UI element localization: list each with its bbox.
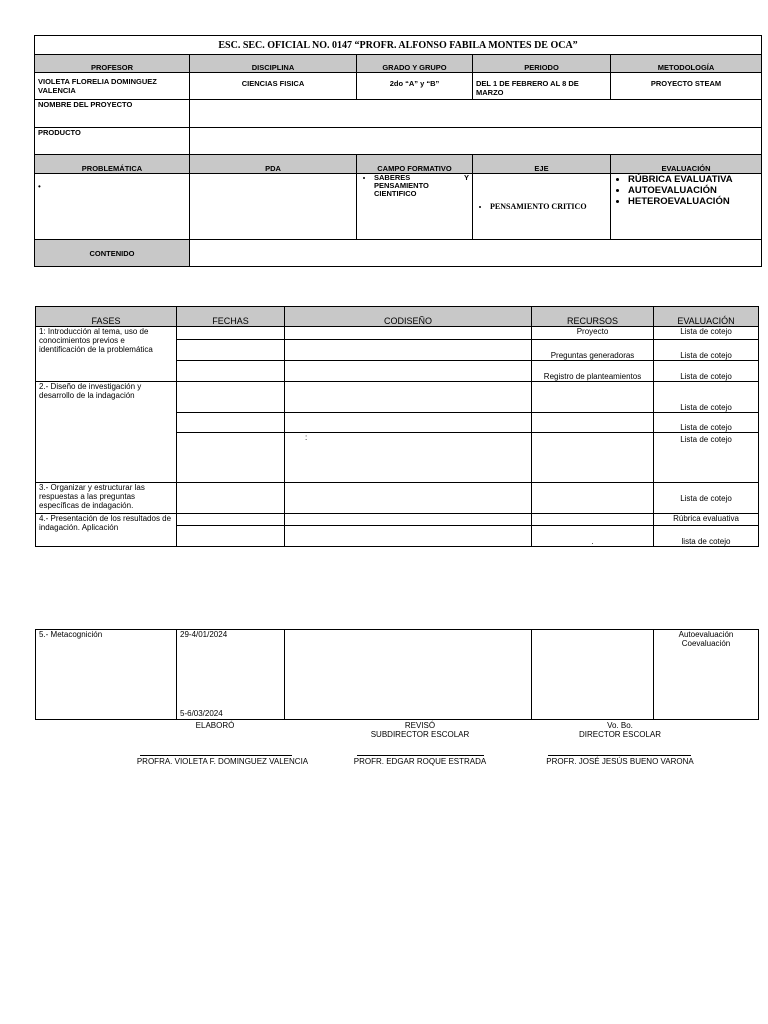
fecha-cell[interactable] <box>177 361 285 382</box>
profesor-value: VIOLETA FLORELIA DOMINGUEZ VALENCIA <box>35 73 190 100</box>
pda-header: PDA <box>190 155 357 174</box>
eje-header: EJE <box>473 155 611 174</box>
evaluacion-item: • HETEROEVALUACIÓN <box>628 196 758 207</box>
evaluacion-cell: Rúbrica evaluativa <box>654 514 759 526</box>
reviso-label <box>350 721 490 739</box>
phase-2: 2.- Diseño de investigación y desarrollo de la indagación <box>36 382 177 483</box>
fecha-cell[interactable] <box>177 327 285 340</box>
fecha-inicio: 29-4/01/2024 <box>180 630 228 639</box>
metacognition-table <box>35 629 759 720</box>
periodo-value: DEL 1 DE FEBRERO AL 8 DE MARZO <box>473 73 611 100</box>
recurso-cell[interactable] <box>532 630 654 720</box>
codiseno-cell[interactable] <box>285 327 532 340</box>
campo-header: CAMPO FORMATIVO <box>357 155 473 174</box>
campo-item: • SABERES Y PENSAMIENTO CIENTIFICO <box>374 174 469 198</box>
nombre-proyecto-label: NOMBRE DEL PROYECTO <box>35 100 190 128</box>
contenido-label: CONTENIDO <box>35 240 190 267</box>
problematica-value[interactable]: • <box>35 174 190 240</box>
header-table <box>34 35 762 267</box>
recurso-cell[interactable] <box>532 382 654 413</box>
campo-value <box>357 174 473 240</box>
evaluacion-item: • RÚBRICA EVALUATIVA <box>628 174 758 185</box>
elaboro-label: ELABORÓ <box>195 721 235 730</box>
evaluacion-value <box>611 174 762 240</box>
codiseno-cell[interactable] <box>285 382 532 413</box>
eje-value <box>473 174 611 240</box>
grado-header: GRADO Y GRUPO <box>357 55 473 73</box>
pda-value[interactable] <box>190 174 357 240</box>
evaluacion-cell: Lista de cotejo <box>654 340 759 361</box>
fechas-header: FECHAS <box>177 307 285 327</box>
reviso-signature-line <box>357 755 484 756</box>
metacognicion-evaluacion <box>654 630 759 720</box>
evaluacion-header: EVALUACIÓN <box>611 155 762 174</box>
autoevaluacion-text: Autoevaluación <box>678 630 734 639</box>
nombre-proyecto-value[interactable] <box>190 100 762 128</box>
fecha-cell[interactable] <box>177 340 285 361</box>
codiseno-cell[interactable] <box>285 483 532 514</box>
fecha-cell[interactable] <box>177 382 285 413</box>
phase-3: 3.- Organizar y estructurar las respuestas a las preguntas específicas de indagación. <box>36 483 177 514</box>
recurso-cell[interactable] <box>532 483 654 514</box>
codiseno-cell[interactable] <box>285 413 532 433</box>
vobo-text: Vo. Bo. <box>607 721 633 730</box>
evaluacion-item: • AUTOEVALUACIÓN <box>628 185 758 196</box>
codiseno-cell[interactable] <box>285 340 532 361</box>
evaluacion-cell: Lista de cotejo <box>654 483 759 514</box>
fases-header: FASES <box>36 307 177 327</box>
reviso-text: REVISÓ <box>404 721 436 730</box>
recurso-cell[interactable] <box>532 413 654 433</box>
metodologia-header: METODOLOGÍA <box>611 55 762 73</box>
grado-value: 2do “A” y “B” <box>357 73 473 100</box>
producto-value[interactable] <box>190 128 762 155</box>
evaluacion-cell: Lista de cotejo <box>654 413 759 433</box>
recurso-cell[interactable] <box>532 514 654 526</box>
eje-item: • PENSAMIENTO CRITICO <box>490 202 607 211</box>
disciplina-header: DISCIPLINA <box>190 55 357 73</box>
recurso-cell[interactable] <box>532 433 654 483</box>
fecha-cell[interactable] <box>177 413 285 433</box>
evaluacion-cell: lista de cotejo <box>654 526 759 547</box>
evaluacion-cell: Lista de cotejo <box>654 433 759 483</box>
phase-1: 1: Introducción al tema, uso de conocimientos previos e identificación de la problemática <box>36 327 177 382</box>
recurso-cell: Proyecto <box>532 327 654 340</box>
profesor-header: PROFESOR <box>35 55 190 73</box>
phase-4: 4.- Presentación de los resultados de indagación. Aplicación <box>36 514 177 547</box>
school-title: ESC. SEC. OFICIAL NO. 0147 “PROFR. ALFONSO FABILA MONTES DE OCA” <box>35 36 762 55</box>
codiseno-cell[interactable] <box>285 526 532 547</box>
metodologia-value: PROYECTO STEAM <box>611 73 762 100</box>
recurso-cell: Registro de planteamientos <box>532 361 654 382</box>
periodo-header: PERIODO <box>473 55 611 73</box>
vobo-role: DIRECTOR ESCOLAR <box>578 730 662 739</box>
reviso-role: SUBDIRECTOR ESCOLAR <box>370 730 470 739</box>
disciplina-value: CIENCIAS FISICA <box>190 73 357 100</box>
vobo-label <box>550 721 690 739</box>
contenido-value[interactable] <box>190 240 762 267</box>
codiseno-header: CODISEÑO <box>285 307 532 327</box>
codiseno-cell: : <box>285 433 532 483</box>
evaluacion-cell: Lista de cotejo <box>654 361 759 382</box>
vobo-name: PROFR. JOSÉ JESÚS BUENO VARONA <box>546 757 694 766</box>
codiseno-cell[interactable] <box>285 514 532 526</box>
phases-table <box>35 306 759 547</box>
metacognicion-fechas <box>177 630 285 720</box>
recurso-cell: Preguntas generadoras <box>532 340 654 361</box>
vobo-signature-line <box>548 755 691 756</box>
evaluacion-header: EVALUACIÓN <box>654 307 759 327</box>
fecha-cell[interactable] <box>177 526 285 547</box>
fecha-cell[interactable] <box>177 483 285 514</box>
recurso-cell: . <box>532 526 654 547</box>
recursos-header: RECURSOS <box>532 307 654 327</box>
codiseno-cell[interactable] <box>285 361 532 382</box>
metacognicion-phase: 5.- Metacognición <box>36 630 177 720</box>
problematica-header: PROBLEMÁTICA <box>35 155 190 174</box>
evaluacion-cell: Lista de cotejo <box>654 327 759 340</box>
reviso-name: PROFR. EDGAR ROQUE ESTRADA <box>353 757 487 766</box>
fecha-cell[interactable] <box>177 433 285 483</box>
producto-label: PRODUCTO <box>35 128 190 155</box>
coevaluacion-text: Coevaluación <box>681 639 731 648</box>
elaboro-name: PROFRA. VIOLETA F. DOMINGUEZ VALENCIA <box>136 757 309 766</box>
codiseno-cell[interactable] <box>285 630 532 720</box>
fecha-fin: 5-6/03/2024 <box>180 709 223 718</box>
fecha-cell[interactable] <box>177 514 285 526</box>
evaluacion-cell: Lista de cotejo <box>654 382 759 413</box>
elaboro-signature-line <box>140 755 292 756</box>
